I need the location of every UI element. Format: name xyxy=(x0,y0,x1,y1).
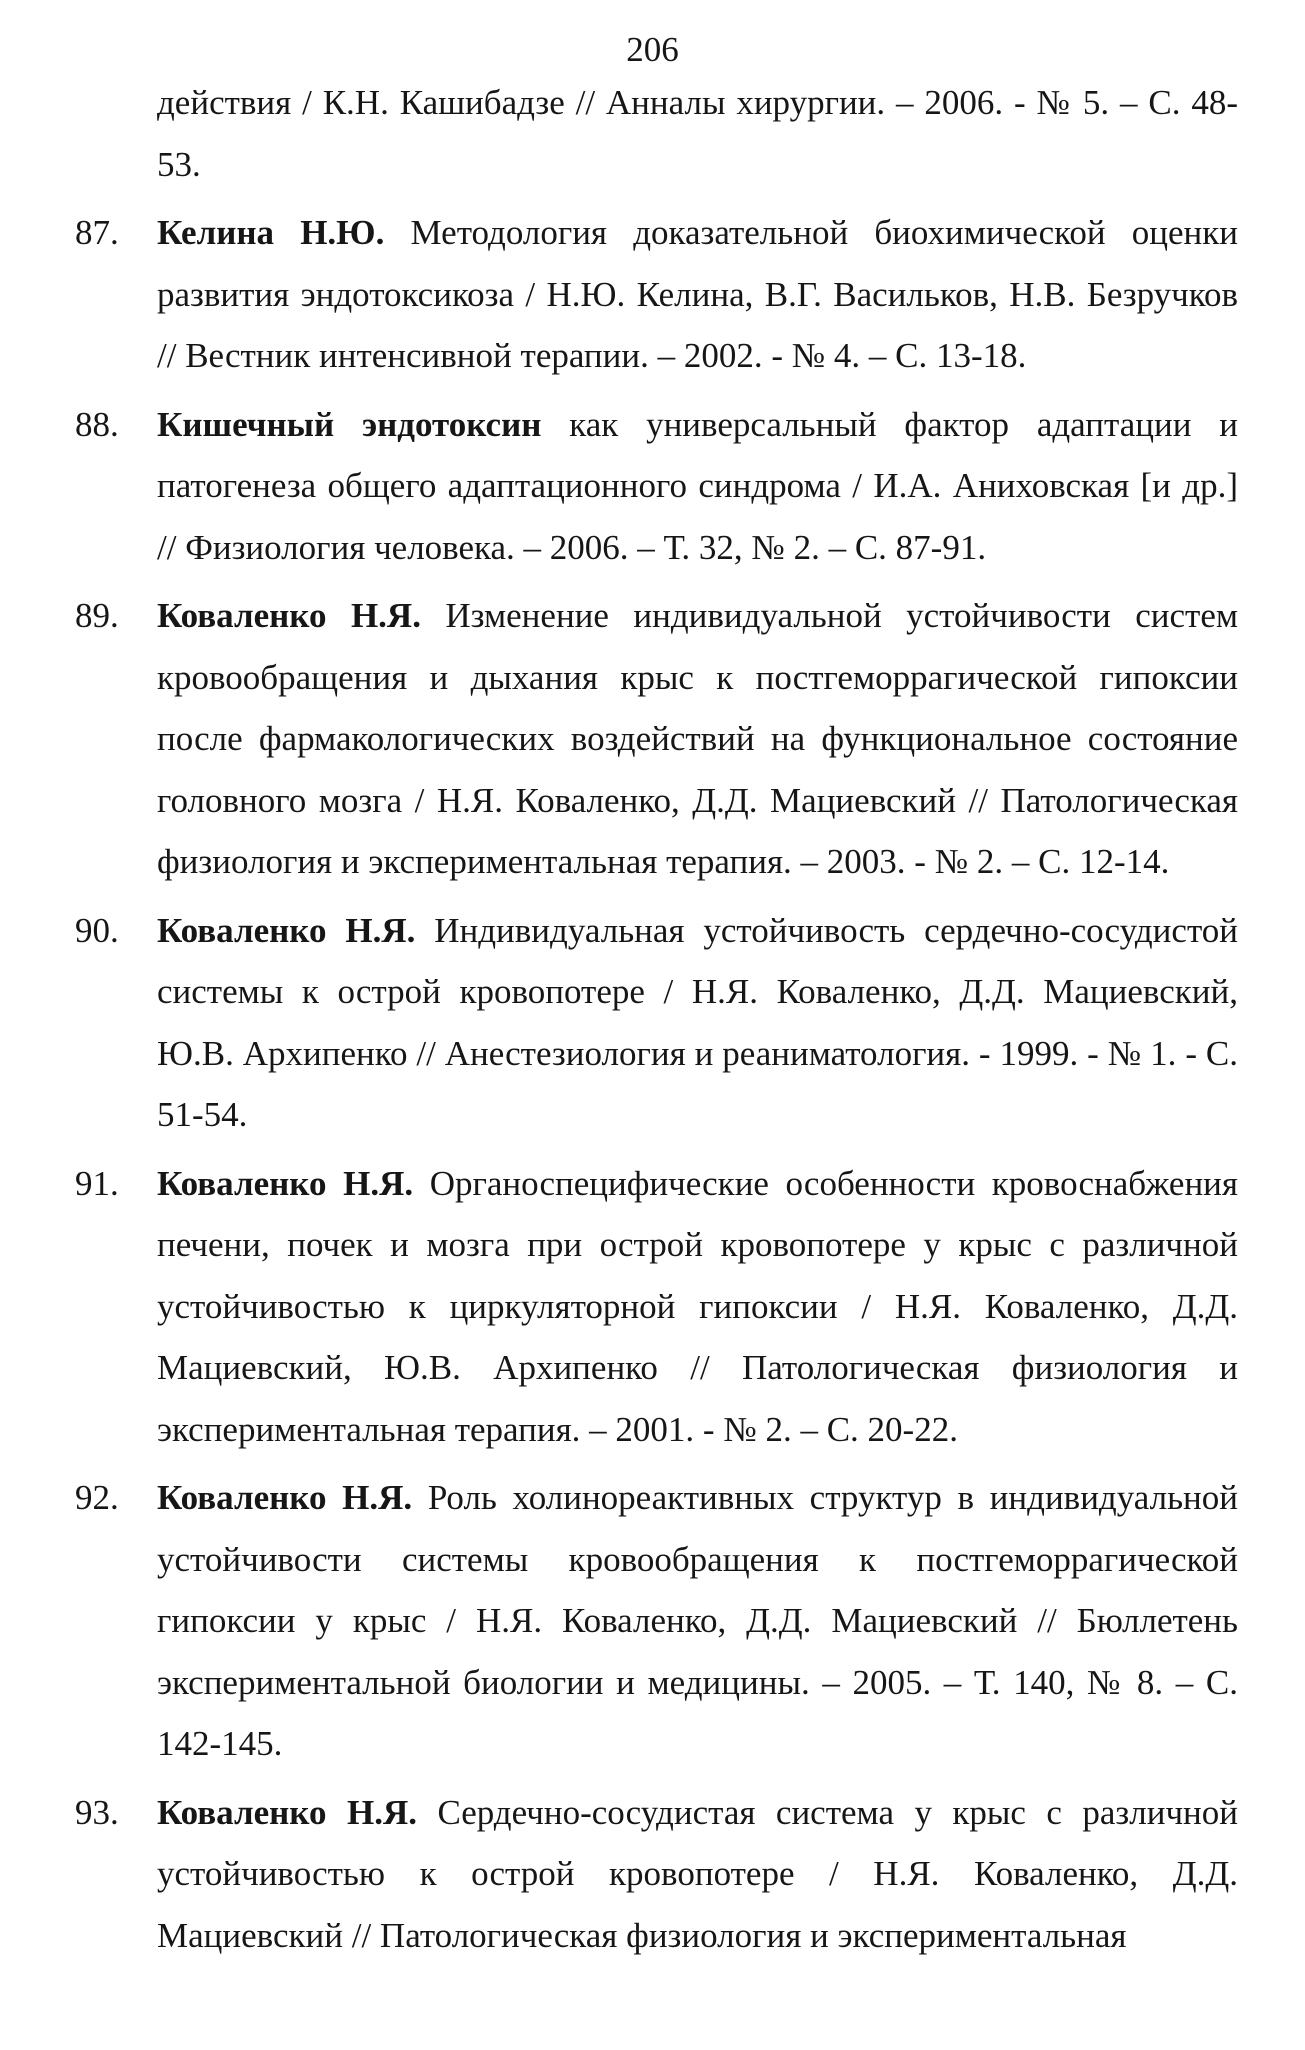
reference-item-90 xyxy=(0,900,1305,1146)
reference-item-89 xyxy=(0,585,1305,893)
reference-item-88 xyxy=(0,394,1305,579)
reference-number: 91. xyxy=(75,1163,119,1203)
reference-text: Методология доказательной биохимической оценки развития эндотоксикоза / Н.Ю. Келина, В.Г. Васильков, Н.В. Безручков // Вестник интенсивной терапии. – 2002. - № 4. – С. 13-18. xyxy=(157,213,1239,375)
reference-author: Коваленко Н.Я. xyxy=(157,910,416,950)
reference-item-92 xyxy=(0,1467,1305,1775)
reference-author: Коваленко Н.Я. xyxy=(157,1792,417,1832)
reference-number: 92. xyxy=(75,1478,119,1517)
reference-number: 88. xyxy=(75,404,119,444)
reference-body xyxy=(157,1467,1238,1775)
reference-author: Коваленко Н.Я. xyxy=(157,1478,413,1517)
reference-number: 87. xyxy=(75,213,119,252)
reference-author: Келина Н.Ю. xyxy=(157,213,385,252)
reference-text: Индивидуальная устойчивость сердечно-сосудистой системы к острой кровопотере / Н.Я. Коваленко, Д.Д. Мациевский, Ю.В. Архипенко // Анестезиология и реаниматология. - 1999. - № 1. - С. 51-54. xyxy=(157,910,1239,1134)
reference-text: Сердечно-сосудистая система у крыс с различной устойчивостью к острой кровопотере / Н.Я. Коваленко, Д.Д. Мациевский // Патологическая физиология и экспериментальная xyxy=(157,1792,1239,1955)
reference-text: Роль холинореактивных структур в индивидуальной устойчивости системы кровообращения к постгеморрагической гипоксии у крыс / Н.Я. Коваленко, Д.Д. Мациевский // Бюллетень экспериментальной биологии и медицины. – 2005. – Т. 140, № 8. – С. 142-145. xyxy=(157,1478,1239,1763)
reference-body xyxy=(157,585,1238,893)
reference-author: Коваленко Н.Я. xyxy=(157,596,421,635)
reference-author: Кишечный эндотоксин xyxy=(157,404,542,444)
reference-continuation xyxy=(0,72,1305,195)
page-number: 206 xyxy=(626,30,679,69)
reference-item-93 xyxy=(0,1782,1305,1967)
reference-body xyxy=(157,1153,1238,1461)
reference-text: как универсальный фактор адаптации и патогенеза общего адаптационного синдрома / И.А. Аниховская [и др.] // Физиология человека. – 2006. – Т. 32, № 2. – С. 87-91. xyxy=(157,404,1238,567)
reference-body xyxy=(157,202,1238,387)
reference-list xyxy=(0,72,1305,1966)
reference-number: 90. xyxy=(75,910,119,950)
reference-number: 93. xyxy=(75,1792,119,1832)
reference-item-87 xyxy=(0,202,1305,387)
reference-author: Коваленко Н.Я. xyxy=(157,1163,414,1203)
reference-text: Органоспецифические особенности кровоснабжения печени, почек и мозга при острой кровопотере у крыс с различной устойчивостью к циркуляторной гипоксии / Н.Я. Коваленко, Д.Д. Мациевский, Ю.В. Архипенко // Патологическая физиология и экспериментальная терапия. – 2001. - № 2. – С. 20-22. xyxy=(157,1163,1239,1449)
reference-continuation-text: действия / К.Н. Кашибадзе // Анналы хирургии. – 2006. - № 5. – С. 48-53. xyxy=(157,83,1238,184)
reference-text: Изменение индивидуальной устойчивости систем кровообращения и дыхания крыс к постгеморрагической гипоксии после фармакологических воздействий на функциональное состояние головного мозга / Н.Я. Коваленко, Д.Д. Мациевский // Патологическая физиология и экспериментальная терапия. – 2003. - № 2. – С. 12-14. xyxy=(157,596,1239,881)
reference-body xyxy=(157,1782,1238,1967)
reference-number: 89. xyxy=(75,596,119,635)
reference-body xyxy=(157,394,1238,579)
reference-item-91 xyxy=(0,1153,1305,1461)
reference-body xyxy=(157,900,1238,1146)
